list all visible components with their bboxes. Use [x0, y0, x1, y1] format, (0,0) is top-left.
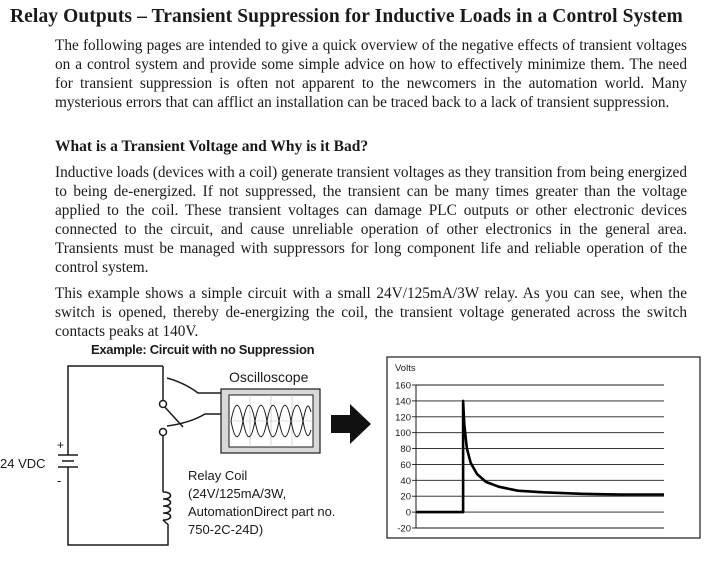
battery-minus: -	[57, 473, 62, 488]
y-tick-label: 40	[400, 475, 411, 487]
coil-line-4: 750-2C-24D)	[188, 522, 264, 537]
figure-label: Example: Circuit with no Suppression	[91, 342, 315, 357]
top-wire	[68, 366, 163, 455]
y-tick-label: 0	[405, 507, 411, 519]
y-tick-label: 160	[395, 380, 411, 392]
oscilloscope-label: Oscilloscope	[229, 369, 309, 385]
coil-line-3: AutomationDirect part no.	[188, 504, 336, 519]
switch-contact-top	[160, 401, 167, 408]
relay-coil-symbol	[163, 490, 171, 524]
coil-line-1: Relay Coil	[188, 468, 248, 483]
section-heading: What is a Transient Voltage and Why is it Bad?	[55, 138, 369, 155]
supply-label: 24 VDC	[0, 456, 46, 471]
y-tick-label: 80	[400, 444, 411, 456]
battery-plus: +	[57, 438, 65, 452]
switch-contact-bottom	[160, 429, 167, 436]
y-tick-label: 120	[395, 412, 411, 424]
y-tick-label: 60	[400, 459, 411, 471]
y-tick-label: 100	[395, 428, 411, 440]
bottom-wire	[68, 467, 168, 545]
battery-symbol	[58, 455, 78, 467]
y-axis-label: Volts	[395, 363, 416, 374]
section-body-paragraph: Inductive loads (devices with a coil) generate transient voltages as they transition from being energized to being de-energized. If not suppressed, the transient can be many times greater than the voltage applied to the coil. These transient voltages can damage PLC outputs or other electronic devices connected to the circuit, and cause unreliable operation of other electronics in the general area. Transients must be managed with suppressors for long component life and reliable operation of the control system.	[55, 164, 687, 276]
example-paragraph: This example shows a simple circuit with a small 24V/125mA/3W relay. As you can see, when the switch is opened, thereby de-energizing the coil, the transient voltage generated across the switch contacts peaks at 140V.	[55, 285, 687, 340]
y-tick-label: 20	[400, 491, 411, 503]
page-title: Relay Outputs – Transient Suppression for Inductive Loads in a Control System	[10, 6, 683, 27]
coil-line-2: (24V/125mA/3W,	[188, 486, 287, 501]
y-tick-label: -20	[397, 523, 411, 535]
arrow-icon	[331, 404, 371, 444]
intro-paragraph: The following pages are intended to give a quick overview of the negative effects of transient voltages on a control system and provide some simple advice on how to effectively minimize them. The need for transient suppression is often not apparent to the newcomers in the automation world. Many mysterious errors that can afflict an installation can be traced back to a lack of transient suppression.	[55, 37, 687, 111]
coil-caption	[188, 468, 335, 537]
y-tick-label: 140	[395, 396, 411, 408]
